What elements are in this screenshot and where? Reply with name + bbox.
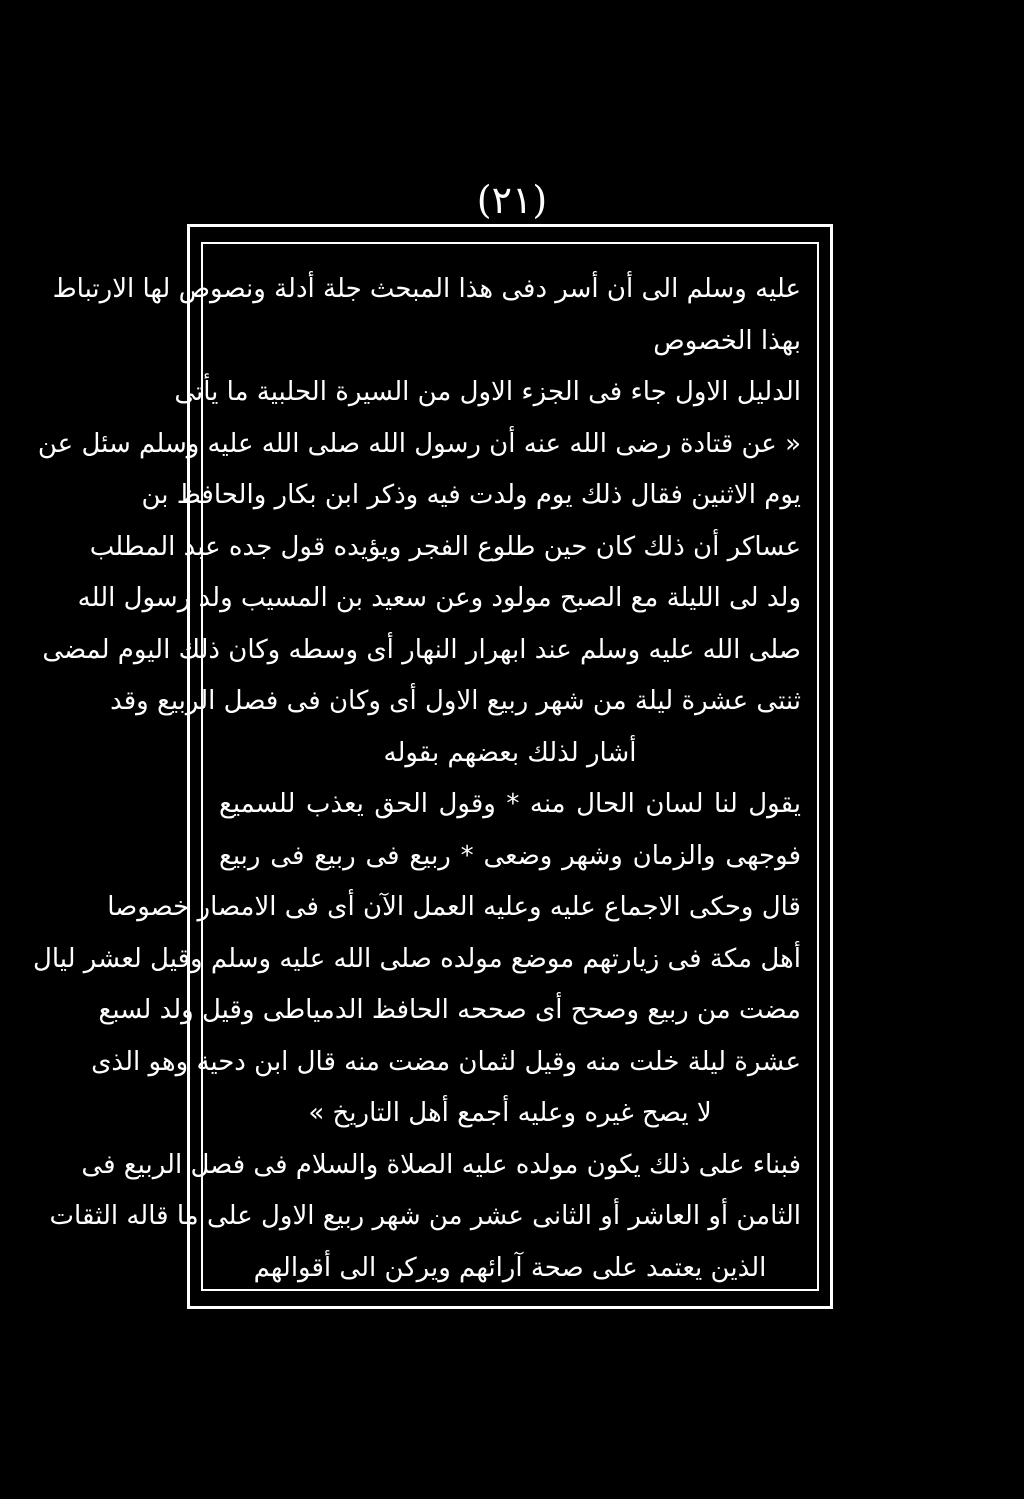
text-line: أهل مكة فى زيارتهم موضع مولده صلى الله عليه وسلم وقيل لعشر ليال <box>32 943 801 974</box>
text-line: فبناء على ذلك يكون مولده عليه الصلاة والسلام فى فصل الربيع فى <box>81 1149 801 1180</box>
text-line: عشرة ليلة خلت منه وقيل لثمان مضت منه قال ابن دحية وهو الذى <box>91 1046 801 1077</box>
page-number: (٢١) <box>476 178 548 222</box>
text-line: أشار لذلك بعضهم بقوله <box>383 737 637 768</box>
text-line: الثامن أو العاشر أو الثانى عشر من شهر ربيع الاول على ما قاله الثقات <box>49 1201 801 1231</box>
verse-line: فوجهى والزمان وشهر وضعى * ربيع فى ربيع فى ربيع <box>219 840 801 871</box>
text-line: لا يصح غيره وعليه أجمع أهل التاريخ » <box>308 1098 712 1128</box>
text-line: الذين يعتمد على صحة آرائهم ويركن الى أقوالهم <box>253 1252 767 1283</box>
text-line: الدليل الاول جاء فى الجزء الاول من السيرة الحلبية ما يأتى <box>174 377 801 407</box>
text-line: ثنتى عشرة ليلة من شهر ربيع الاول أى وكان فى فصل الربيع وقد <box>110 686 801 716</box>
text-line: بهذا الخصوص <box>653 325 801 356</box>
text-line: عليه وسلم الى أن أسر دفى هذا المبحث جلة أدلة ونصوص لها الارتباط <box>52 274 801 304</box>
text-line: صلى الله عليه وسلم عند ابهرار النهار أى وسطه وكان ذلك اليوم لمضى <box>42 634 801 665</box>
text-line: يوم الاثنين فقال ذلك يوم ولدت فيه وذكر ابن بكار والحافظ بن <box>141 480 801 510</box>
text-line: عساكر أن ذلك كان حين طلوع الفجر ويؤيده قول جده عبد المطلب <box>89 531 801 562</box>
body-text <box>32 264 801 1294</box>
text-line: مضت من ربيع وصحح أى صححه الحافظ الدمياطى وقيل ولد لسبع <box>98 995 801 1025</box>
text-line: ولد لى الليلة مع الصبح مولود وعن سعيد بن المسيب ولد رسول الله <box>77 583 801 613</box>
verse-line: يقول لنا لسان الحال منه * وقول الحق يعذب للسميع <box>219 789 801 819</box>
text-line: قال وحكى الاجماع عليه وعليه العمل الآن أى فى الامصار خصوصا <box>107 892 801 922</box>
page-border-inner <box>32 242 819 1291</box>
text-line: « عن قتادة رضى الله عنه أن رسول الله صلى الله عليه وسلم سئل عن <box>37 428 801 459</box>
